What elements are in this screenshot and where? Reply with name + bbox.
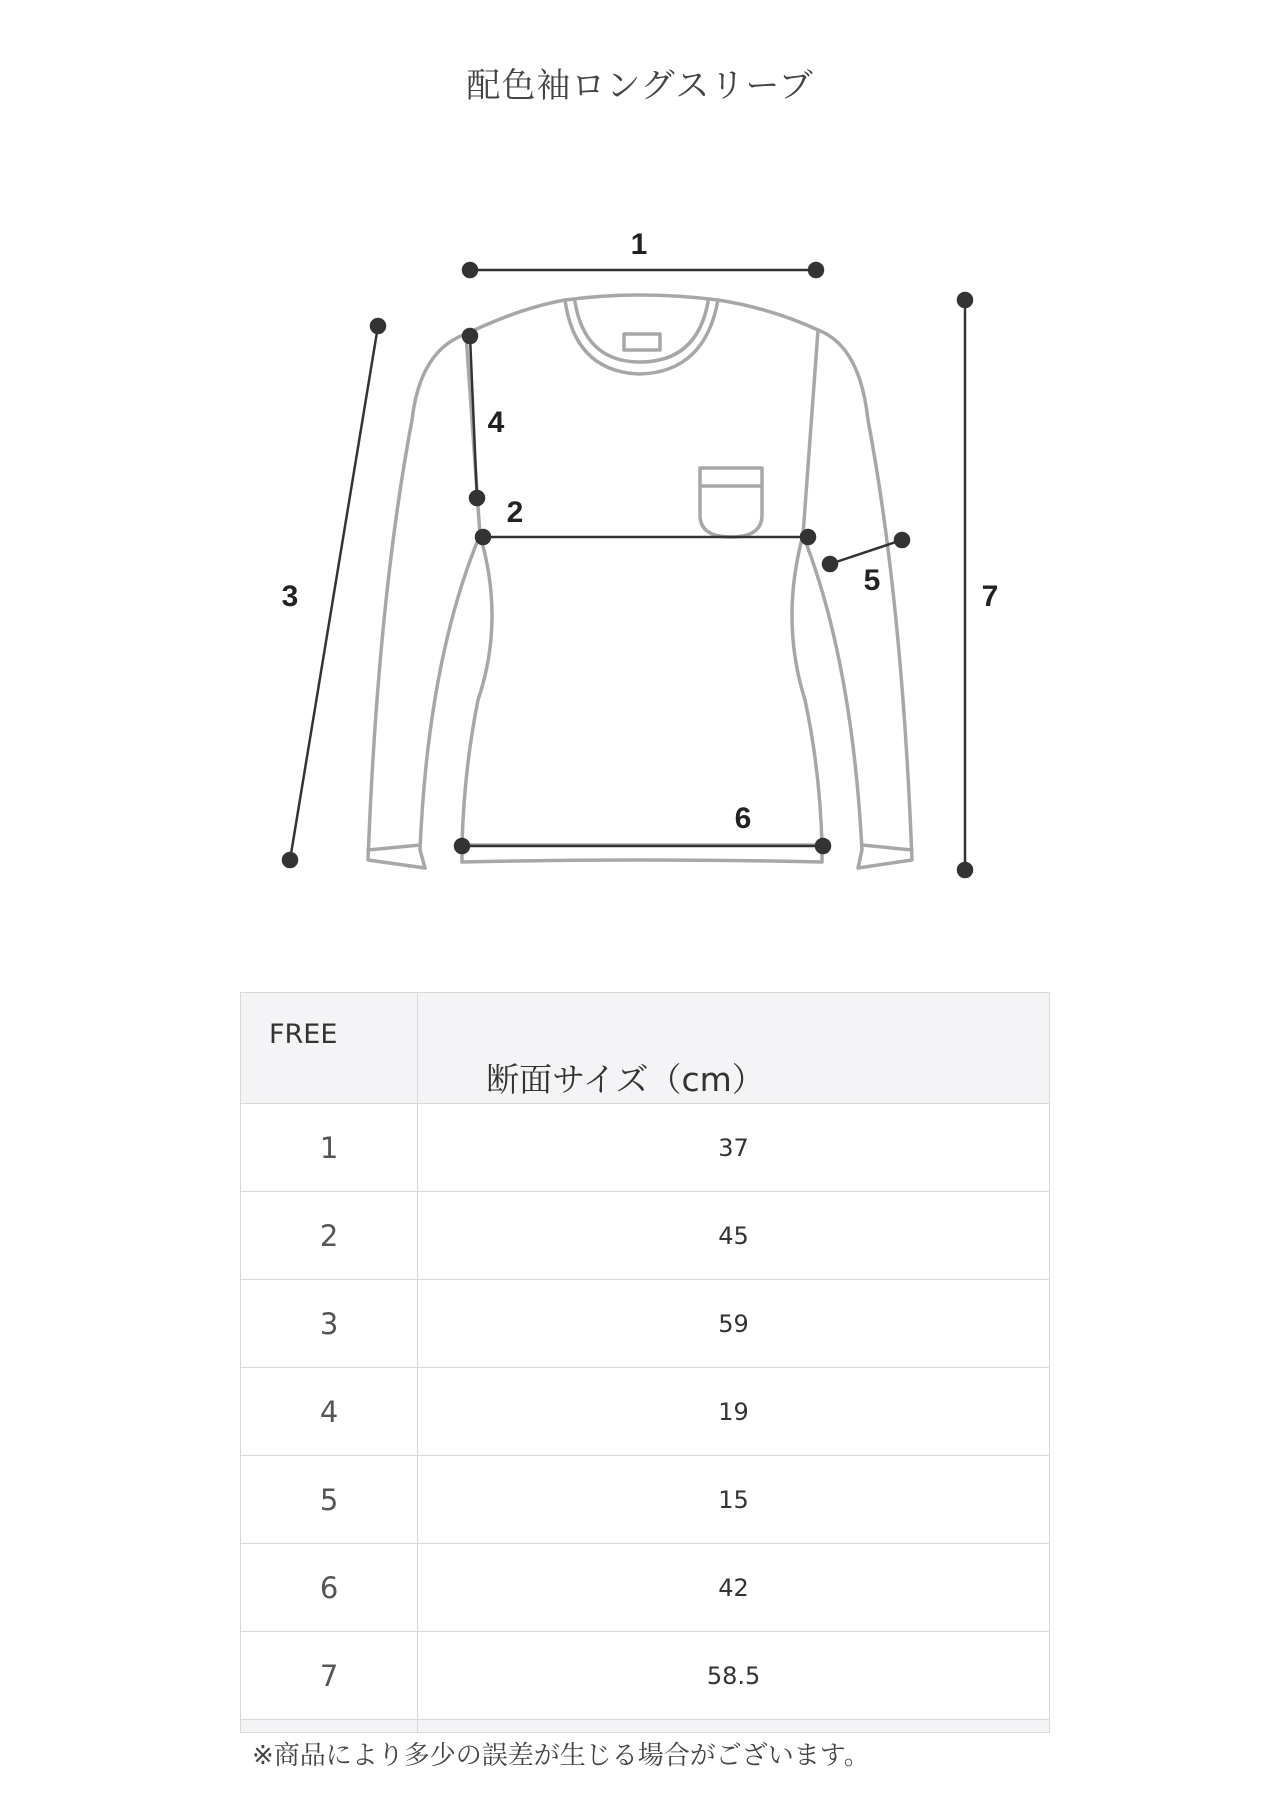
- row-value: 19: [418, 1368, 1050, 1456]
- row-number: 5: [241, 1456, 418, 1544]
- row-number: 7: [241, 1632, 418, 1720]
- table-row: [241, 1192, 1050, 1280]
- table-row: [241, 1368, 1050, 1456]
- row-number: 6: [241, 1544, 418, 1632]
- table-row: [241, 1104, 1050, 1192]
- diagram-label-4: 4: [487, 406, 505, 439]
- row-value: 45: [418, 1192, 1050, 1280]
- row-value: 15: [418, 1456, 1050, 1544]
- disclaimer-note: ※商品により多少の誤差が生じる場合がございます。: [252, 1741, 870, 1771]
- table-header-row: [241, 993, 1050, 1104]
- table-row: [241, 1280, 1050, 1368]
- header-measure-unit: 断面サイズ（cm）: [418, 993, 1050, 1104]
- table-tail-row: [241, 1720, 1050, 1733]
- diagram-label-7: 7: [981, 580, 999, 613]
- row-number: 4: [241, 1368, 418, 1456]
- tail-cell: [241, 1720, 418, 1733]
- row-value: 59: [418, 1280, 1050, 1368]
- diagram-label-3: 3: [281, 580, 299, 613]
- diagram-label-5: 5: [863, 564, 881, 597]
- table-row: [241, 1544, 1050, 1632]
- row-number: 3: [241, 1280, 418, 1368]
- row-number: 1: [241, 1104, 418, 1192]
- size-diagram: [0, 180, 1280, 910]
- diagram-label-1: 1: [630, 228, 648, 261]
- row-value: 58.5: [418, 1632, 1050, 1720]
- diagram-label-2: 2: [506, 496, 524, 529]
- product-title: 配色袖ロングスリーブ: [466, 66, 814, 106]
- row-number: 2: [241, 1192, 418, 1280]
- row-value: 37: [418, 1104, 1050, 1192]
- table-row: [241, 1632, 1050, 1720]
- header-size-free: FREE: [241, 993, 418, 1104]
- table-row: [241, 1456, 1050, 1544]
- diagram-label-6: 6: [734, 802, 752, 835]
- long-sleeve-shirt-outline: [368, 295, 912, 868]
- size-table: [240, 992, 1050, 1733]
- row-value: 42: [418, 1544, 1050, 1632]
- tail-cell: [418, 1720, 1050, 1733]
